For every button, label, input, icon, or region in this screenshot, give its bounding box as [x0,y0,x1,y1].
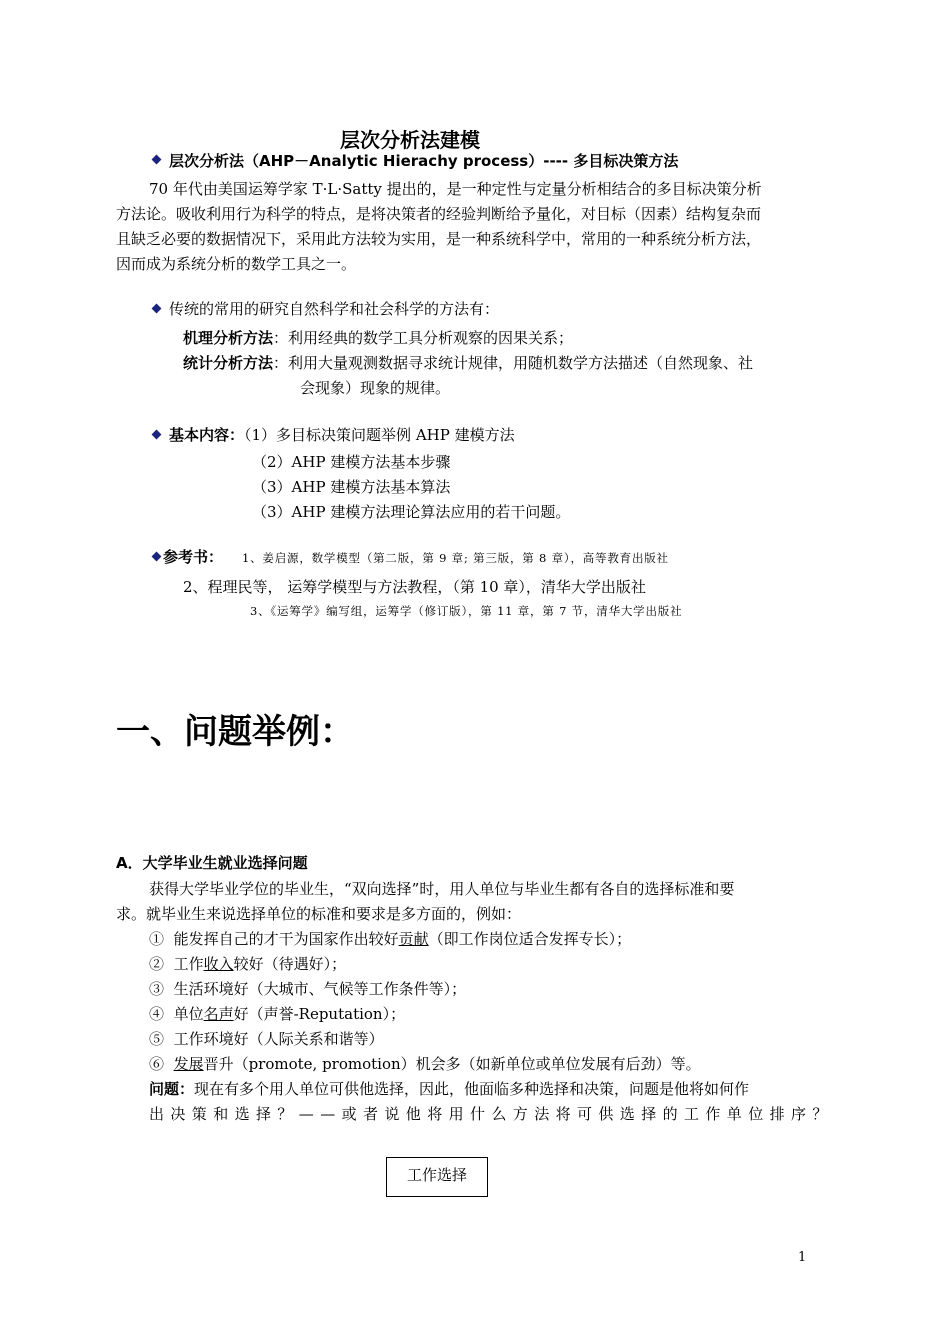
criterion-keyword: 收入 [203,955,234,973]
example-para-line: 求。就毕业生来说选择单位的标准和要求是多方面的，例如： [116,905,522,923]
contents-item: （3）AHP 建模方法基本算法 [252,478,451,496]
intro-heading: 层次分析法（AHP－Analytic Hierachy process）---- 多目标决策方法 [169,152,679,170]
stat-text: ：利用大量观测数据寻求统计规律，用随机数学方法描述（自然现象、社 [273,354,754,372]
reference-3: 3、《运筹学》编写组，运筹学（修订版），第 11 章，第 7 节，清华大学出版社 [250,604,683,618]
criterion-item: ③ 生活环境好（大城市、气候等工作条件等）； [149,980,467,998]
intro-line: 70 年代由美国运筹学家 T·L·Satty 提出的，是一种定性与定量分析相结合的多目标决策分析 [149,180,762,198]
intro-line: 且缺乏必要的数据情况下，采用此方法较为实用，是一种系统科学中，常用的一种系统分析方法， [116,230,762,248]
example-heading: A．大学毕业生就业选择问题 [116,854,308,872]
reference-1: 1、姜启源，数学模型（第二版，第 9 章; 第三版，第 8 章），高等教育出版社 [242,551,669,565]
criterion-number: ① [149,930,165,948]
diamond-bullet-icon [152,303,162,313]
contents-bullet [153,424,515,445]
question-text: 现在有多个用人单位可供他选择，因此，他面临多种选择和决策，问题是他将如何作 [194,1080,750,1098]
references-bullet [153,546,223,567]
contents-item: （3）AHP 建模方法理论算法应用的若干问题。 [252,503,571,521]
mech-text: ：利用经典的数学工具分析观察的因果关系； [273,329,574,347]
methods-bullet [153,298,499,319]
criterion-number: ⑤ [149,1030,165,1048]
diagram-root-node: 工作选择 [386,1157,488,1197]
criterion-item: ② 工作收入较好（待遇好）； [149,955,347,973]
example-para-line: 获得大学毕业学位的毕业生，“双向选择”时，用人单位与毕业生都有各自的选择标准和要 [149,880,735,898]
intro-line: 因而成为系统分析的数学工具之一。 [116,255,357,273]
criterion-item: ④ 单位名声好（声誉-Reputation）； [149,1005,406,1023]
criterion-number: ③ [149,980,165,998]
criterion-keyword: 名声 [203,1005,234,1023]
question-label: 问题： [149,1080,195,1098]
mech-method-line [183,327,573,348]
contents-item: （2）AHP 建模方法基本步骤 [252,453,451,471]
intro-bullet [153,150,678,171]
page-title: 层次分析法建模 [340,128,480,152]
criterion-number: ⑥ [149,1055,165,1073]
diamond-bullet-icon [152,429,162,439]
section-heading: 一、问题举例： [116,712,354,752]
criterion-keyword: 发展 [173,1055,204,1073]
stat-label: 统计分析方法 [183,354,274,372]
intro-line: 方法论。吸收利用行为科学的特点，是将决策者的经验判断给予量化，对目标（因素）结构复杂而 [116,205,762,223]
question-line [149,1078,749,1099]
criterion-item: ① 能发挥自己的才干为国家作出较好贡献（即工作岗位适合发挥专长）； [149,930,632,948]
criterion-number: ④ [149,1005,165,1023]
criterion-item: ⑥ 发展晋升（promote, promotion）机会多（如新单位或单位发展有后劲）等。 [149,1055,701,1073]
contents-label: 基本内容： [169,426,245,444]
criterion-keyword: 贡献 [398,930,429,948]
diamond-bullet-icon [152,551,162,561]
criterion-number: ② [149,955,165,973]
methods-heading: 传统的常用的研究自然科学和社会科学的方法有： [169,300,500,318]
mech-label: 机理分析方法 [183,329,274,347]
stat-text-cont: 会现象）现象的规律。 [300,379,451,397]
diamond-bullet-icon [152,155,162,165]
stat-method-line [183,352,753,373]
criterion-item: ⑤ 工作环境好（人际关系和谐等） [149,1030,384,1048]
reference-2: 2、程理民等， 运筹学模型与方法教程，（第 10 章），清华大学出版社 [183,578,646,596]
question-line-2: 出决策和选择？——或者说他将用什么方法将可供选择的工作单位排序？ [149,1105,834,1123]
references-label: 参考书： [163,548,224,566]
page-number: 1 [798,1250,807,1265]
contents-item: （1）多目标决策问题举例 AHP 建模方法 [244,426,515,444]
